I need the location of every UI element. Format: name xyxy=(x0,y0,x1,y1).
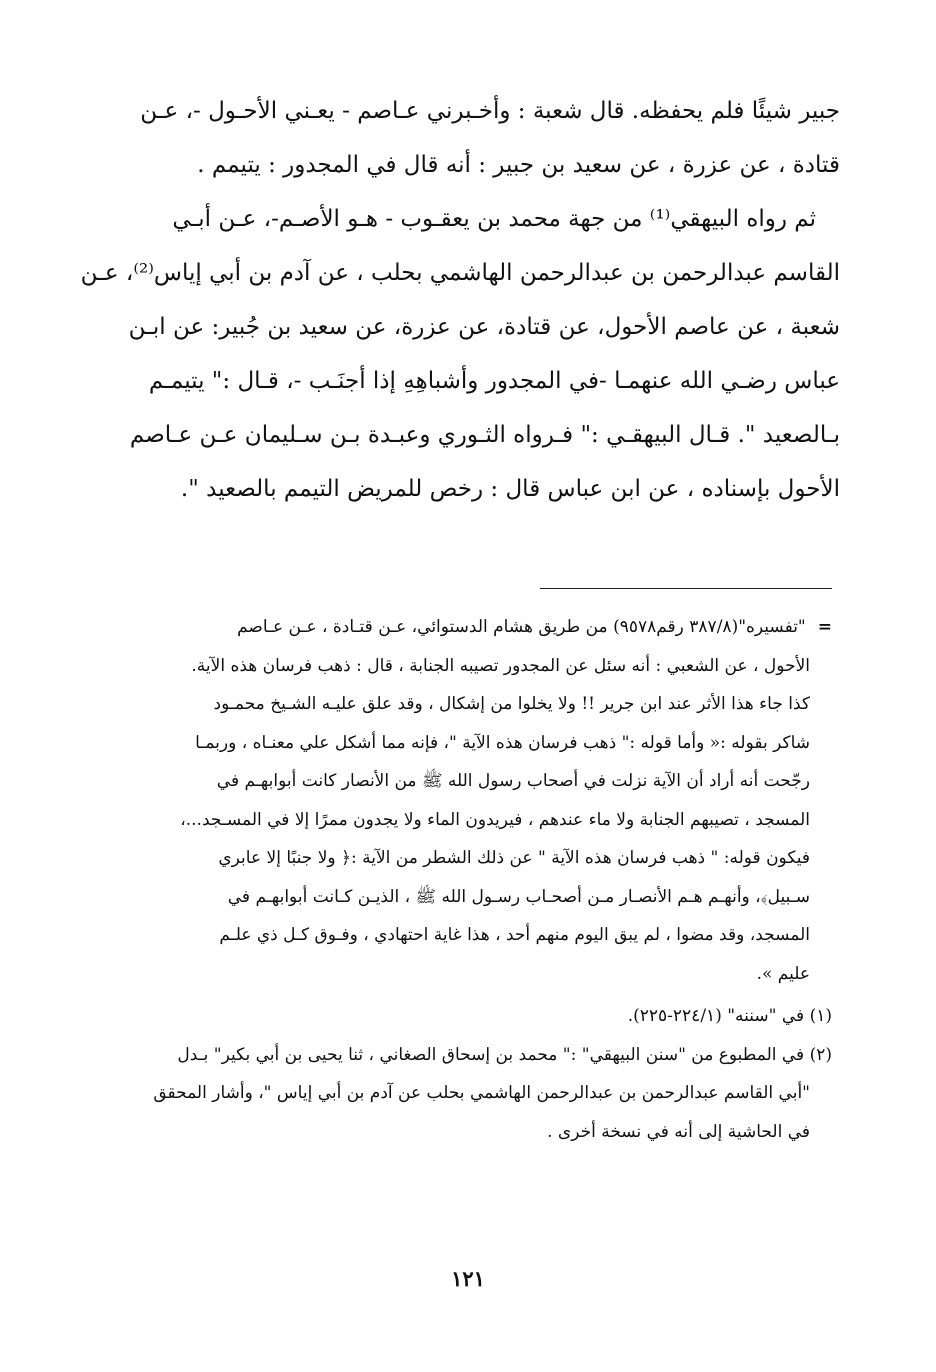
main-text-line: شعبة ، عن عاصم الأحول، عن قتادة، عن عزرة، عن سعيد بن جُبير: عن ابـن xyxy=(128,314,840,340)
footnote-continuation-line: رجّحت أنه أراد أن الآية نزلت في أصحاب رسول الله ﷺ من الأنصار كانت أبوابهـم في xyxy=(216,771,810,791)
main-text-line: عباس رضـي الله عنهمـا -في المجدور وأشباهِهِ إذا أجنَـب -، قـال :" يتيمـم xyxy=(148,368,840,394)
footnote-continuation-line: فيكون قوله: " ذهب فرسان هذه الآية " عن ذلك الشطر من الآية :﴿ ولا جنبًا إلا عابري xyxy=(218,848,810,868)
footnote-2-line: (٢) في المطبوع من "سنن البيهقي" :" محمد بن إسحاق الصغاني ، ثنا يحيى بن أبي بكير" بـدل xyxy=(177,1044,832,1065)
continuation-mark: = xyxy=(817,617,832,637)
footnote-continuation-line: سـبيل﴾، وأنهـم هـم الأنصـار مـن أصحـاب رسـول الله ﷺ ، الذيـن كـانت أبوابهـم في xyxy=(227,886,810,907)
footnote-2-line: "أبي القاسم عبدالرحمن بن عبدالرحمن الهاشمي بحلب عن آدم بن أبي إياس "، وأشار المحقق xyxy=(153,1083,810,1103)
main-text-block xyxy=(80,84,840,516)
footnote-continuation-line: المسجد ، تصيبهم الجنابة ولا ماء عندهم ، فيريدون الماء ولا يجدون ممرًا إلا في المسـجد...، xyxy=(180,809,810,830)
footnote-continuation-line: شاكر بقوله :« وأما قوله :" ذهب فرسان هذه الآية "، فإنه مما أشكل علي معنـاه ، وربمـا xyxy=(195,732,810,753)
footnote-continuation-line: الأحول ، عن الشعبي : أنه سئل عن المجدور تصيبه الجنابة ، قال : ذهب فرسان هذه الآية. xyxy=(191,655,810,676)
footnote-continuation-line: كذا جاء هذا الأثر عند ابن جرير !! ولا يخلوا من إشكال ، وقد علق عليـه الشـيخ محمـود xyxy=(213,694,810,714)
footnote-continuation-line: عليم ». xyxy=(756,963,810,984)
main-text-line: الأحول بإسناده ، عن ابن عباس قال : رخص للمريض التيمم بالصعيد ". xyxy=(180,476,840,502)
footnote-divider xyxy=(540,588,832,589)
main-text-line: القاسم عبدالرحمن بن عبدالرحمن الهاشمي بحلب ، عن آدم بن أبي إياس⁽²⁾، عـن xyxy=(80,260,840,286)
footnotes-block xyxy=(108,608,832,1151)
main-text-line: جبير شيئًا فلم يحفظه. قال شعبة : وأخـبرني عـاصم - يعـني الأحـول -، عـن xyxy=(140,98,840,124)
footnote-text: "تفسيره"(٣٨٧/٨ رقم٩٥٧٨) من طريق هشام الدستوائي، عـن قتـادة ، عـن عـاصم xyxy=(237,617,806,637)
page-number: ١٢١ xyxy=(451,1266,485,1291)
main-text-line: ثم رواه البيهقي⁽¹⁾ من جهة محمد بن يعقـوب - هـو الأصـم-، عـن أبـي xyxy=(172,206,816,232)
footnote-continuation-line xyxy=(108,608,832,647)
footnote-2-line: في الحاشية إلى أنه في نسخة أخرى . xyxy=(547,1121,810,1142)
footnote-1: (١) في "سننه" (٢٢٤/١-٢٢٥). xyxy=(627,1006,832,1026)
main-text-line: بـالصعيد ". قـال البيهقـي :" فـرواه الثـوري وعبـدة بـن سـليمان عـن عـاصم xyxy=(129,422,840,448)
main-text-line: قتادة ، عن عزرة ، عن سعيد بن جبير : أنه قال في المجدور : يتيمم . xyxy=(197,152,840,178)
footnote-continuation-line: المسجد، وقد مضوا ، لم يبق اليوم منهم أحد ، هذا غاية احتهادي ، وفـوق كـل ذي علـم xyxy=(219,925,810,945)
